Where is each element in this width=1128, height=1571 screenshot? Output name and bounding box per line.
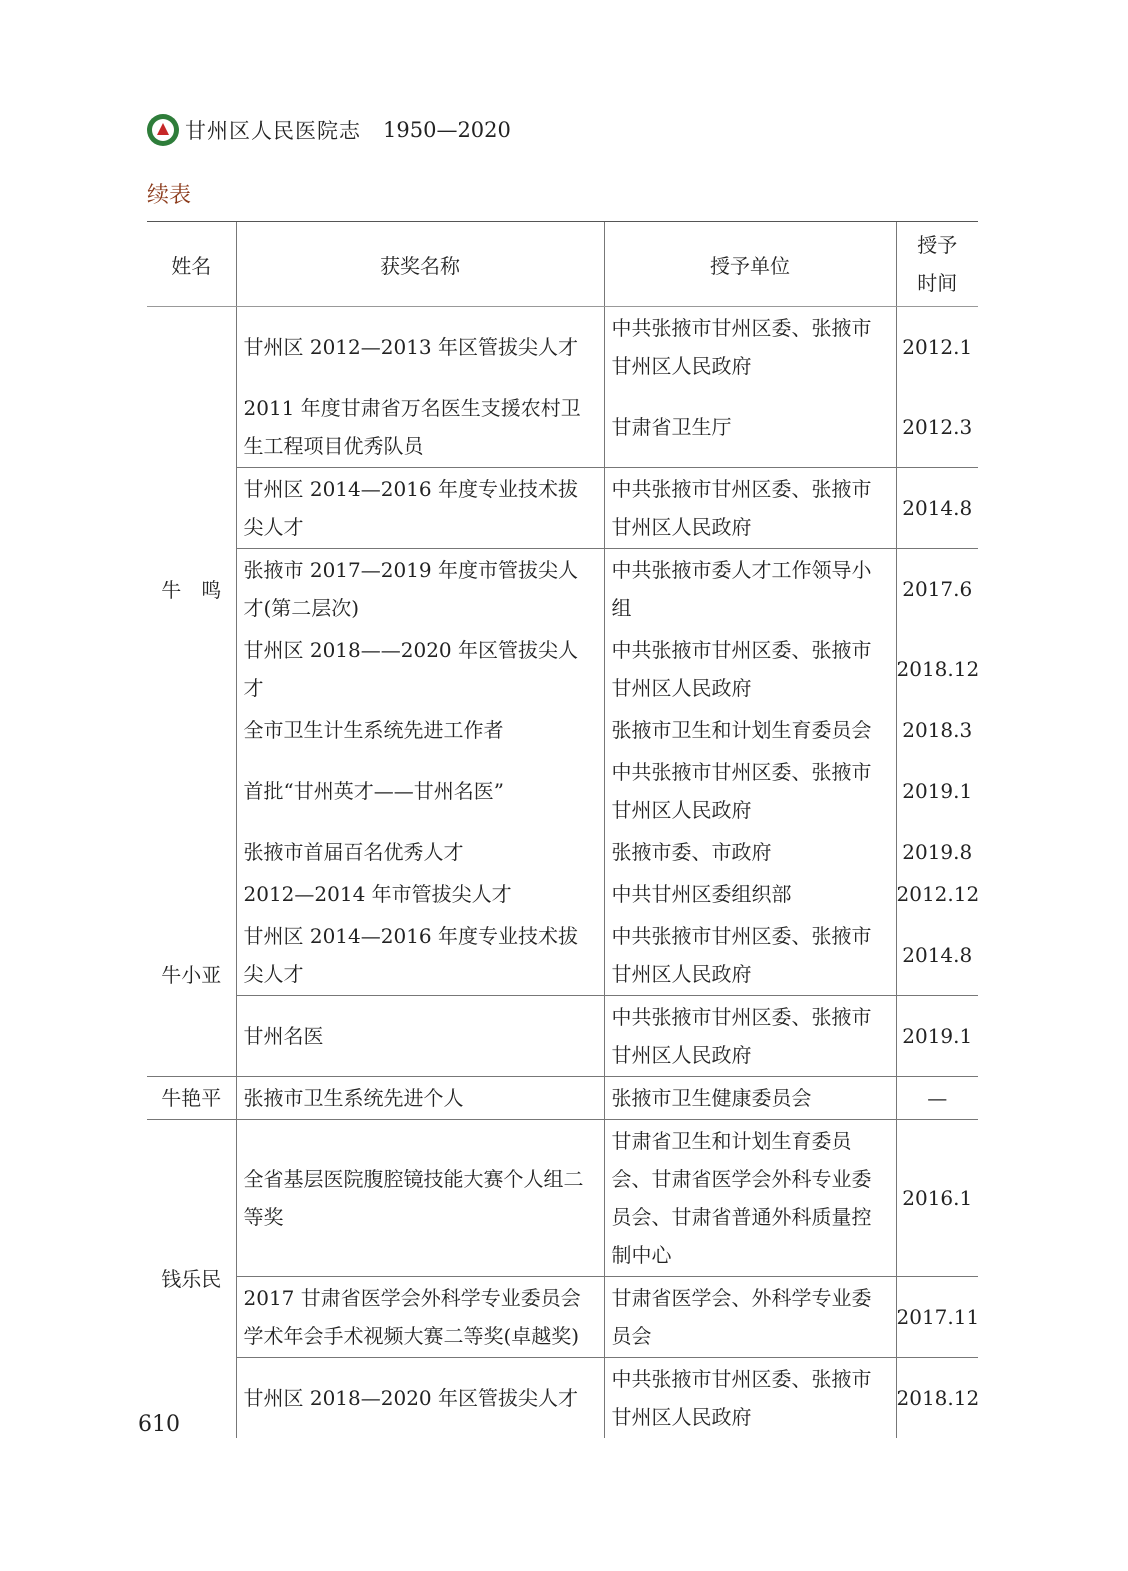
table-row	[147, 629, 978, 709]
table-row	[147, 751, 978, 831]
unit-cell: 中共张掖市甘州区委、张掖市甘州区人民政府	[604, 468, 896, 549]
unit-cell: 中共张掖市甘州区委、张掖市甘州区人民政府	[604, 1358, 896, 1439]
unit-cell: 甘肃省卫生和计划生育委员会、甘肃省医学会外科专业委员会、甘肃省普通外科质量控制中心	[604, 1120, 896, 1277]
page-header	[147, 112, 511, 148]
page-number: 610	[138, 1412, 180, 1437]
unit-cell: 中共甘州区委组织部	[604, 873, 896, 915]
date-cell: 2018.3	[896, 709, 978, 751]
award-cell: 甘州区 2014—2016 年度专业技术拔尖人才	[236, 915, 604, 996]
unit-cell: 张掖市卫生和计划生育委员会	[604, 709, 896, 751]
award-cell: 甘州区 2018—2020 年区管拔尖人才	[236, 1358, 604, 1439]
unit-cell: 中共张掖市甘州区委、张掖市甘州区人民政府	[604, 751, 896, 831]
table-row	[147, 915, 978, 996]
table-row	[147, 549, 978, 630]
column-header-date: 授予时间	[896, 222, 978, 307]
award-cell: 张掖市首届百名优秀人才	[236, 831, 604, 873]
date-cell: 2012.3	[896, 387, 978, 468]
unit-cell: 甘肃省卫生厅	[604, 387, 896, 468]
date-cell: 2019.8	[896, 831, 978, 873]
date-cell: 2017.6	[896, 549, 978, 630]
column-header-award: 获奖名称	[236, 222, 604, 307]
date-cell: 2017.11	[896, 1277, 978, 1358]
award-cell: 张掖市 2017—2019 年度市管拔尖人才(第二层次)	[236, 549, 604, 630]
table-row	[147, 709, 978, 751]
unit-cell: 中共张掖市甘州区委、张掖市甘州区人民政府	[604, 307, 896, 388]
table-row	[147, 1277, 978, 1358]
table-row	[147, 996, 978, 1077]
date-cell: 2012.1	[896, 307, 978, 388]
date-cell: 2012.12	[896, 873, 978, 915]
unit-cell: 中共张掖市甘州区委、张掖市甘州区人民政府	[604, 996, 896, 1077]
person-name-cell: 牛小亚	[161, 962, 222, 987]
hospital-emblem-icon	[147, 114, 179, 146]
person-name-cell: 牛 鸣	[161, 578, 222, 602]
award-cell: 首批“甘州英才——甘州名医”	[236, 751, 604, 831]
table-row	[147, 1077, 978, 1120]
table-row	[147, 873, 978, 915]
award-cell: 张掖市卫生系统先进个人	[236, 1077, 604, 1120]
date-cell: 2016.1	[896, 1120, 978, 1277]
award-cell: 甘州区 2018——2020 年区管拔尖人才	[236, 629, 604, 709]
person-name-cell: 钱乐民	[147, 1120, 236, 1439]
date-cell: 2018.12	[896, 1358, 978, 1439]
award-cell: 全市卫生计生系统先进工作者	[236, 709, 604, 751]
unit-cell: 中共张掖市委人才工作领导小组	[604, 549, 896, 630]
table-header-row	[147, 222, 978, 307]
date-cell: 2019.1	[896, 751, 978, 831]
table-row	[147, 831, 978, 873]
award-cell: 甘州区 2012—2013 年区管拔尖人才	[236, 307, 604, 388]
unit-cell: 张掖市卫生健康委员会	[604, 1077, 896, 1120]
awards-table	[147, 221, 978, 1438]
unit-cell: 中共张掖市甘州区委、张掖市甘州区人民政府	[604, 915, 896, 996]
table-row	[147, 1120, 978, 1277]
date-cell: 2014.8	[896, 468, 978, 549]
award-cell: 2011 年度甘肃省万名医生支援农村卫生工程项目优秀队员	[236, 387, 604, 468]
unit-cell: 甘肃省医学会、外科学专业委员会	[604, 1277, 896, 1358]
column-header-name: 姓名	[147, 222, 236, 307]
table-row	[147, 468, 978, 549]
award-cell: 2012—2014 年市管拔尖人才	[236, 873, 604, 915]
book-years: 1950—2020	[383, 118, 511, 142]
table-row	[147, 1358, 978, 1439]
award-cell: 甘州名医	[236, 996, 604, 1077]
award-cell: 全省基层医院腹腔镜技能大赛个人组二等奖	[236, 1120, 604, 1277]
book-title: 甘州区人民医院志	[185, 119, 361, 143]
person-name-cell: 牛艳平	[147, 1077, 236, 1120]
table-row	[147, 307, 978, 388]
date-cell: 2018.12	[896, 629, 978, 709]
award-cell: 2017 甘肃省医学会外科学专业委员会学术年会手术视频大赛二等奖(卓越奖)	[236, 1277, 604, 1358]
award-cell: 甘州区 2014—2016 年度专业技术拔尖人才	[236, 468, 604, 549]
column-header-unit: 授予单位	[604, 222, 896, 307]
date-cell: 2019.1	[896, 996, 978, 1077]
unit-cell: 中共张掖市甘州区委、张掖市甘州区人民政府	[604, 629, 896, 709]
date-cell: —	[896, 1077, 978, 1120]
unit-cell: 张掖市委、市政府	[604, 831, 896, 873]
table-row	[147, 387, 978, 468]
continued-label: 续表	[147, 183, 192, 208]
date-cell: 2014.8	[896, 915, 978, 996]
